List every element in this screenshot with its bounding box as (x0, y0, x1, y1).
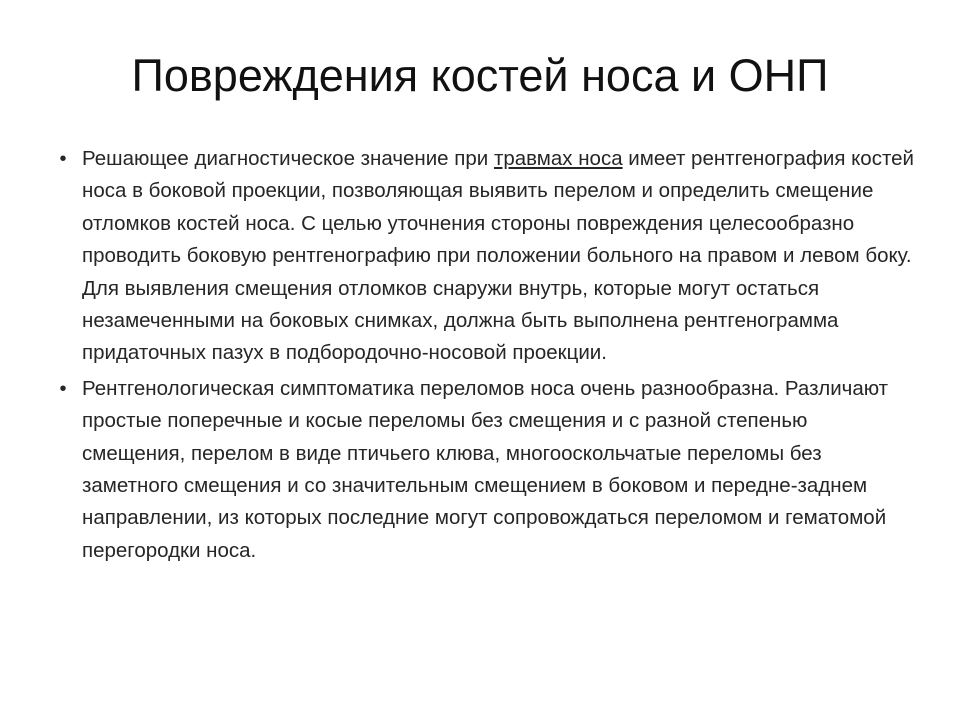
slide-content (56, 143, 916, 570)
bullet-1-text-start: Решающее диагностическое значение при (82, 147, 494, 170)
bullet-item-2 (56, 373, 916, 567)
trauma-nose-link[interactable]: травмах носа (493, 147, 623, 170)
bullet-item-1 (56, 143, 916, 370)
bullet-1-text-end: имеет рентгенография костей носа в боковой проекции, позволяющая выявить перелом и определить смещение отломков костей носа. С целью уточнения стороны повреждения целесообразно проводить боковую рентгенографию при положении больного на правом и левом боку. Для выявления смещения отломков снаружи внутрь, которые могут остаться незамеченными на боковых снимках, должна быть выполнена рентгенограмма придаточных пазух в подбородочно-носовой проекции. (82, 147, 914, 365)
slide-title: Повреждения костей носа и ОНП (131, 50, 829, 101)
bullet-dot-icon: • (59, 148, 67, 170)
bullet-2-text: Рентгенологическая симптоматика переломов носа очень разнообразна. Различают простые поперечные и косые переломы без смещения и с разной степенью смещения, перелом в виде птичьего клюва, многооскольчатые переломы без заметного смещения и со значительным смещением в боковом и передне-заднем направлении, из которых последние могут сопровождаться переломом и гематомой перегородки носа. (82, 376, 889, 562)
bullet-dot-icon: • (59, 377, 67, 400)
